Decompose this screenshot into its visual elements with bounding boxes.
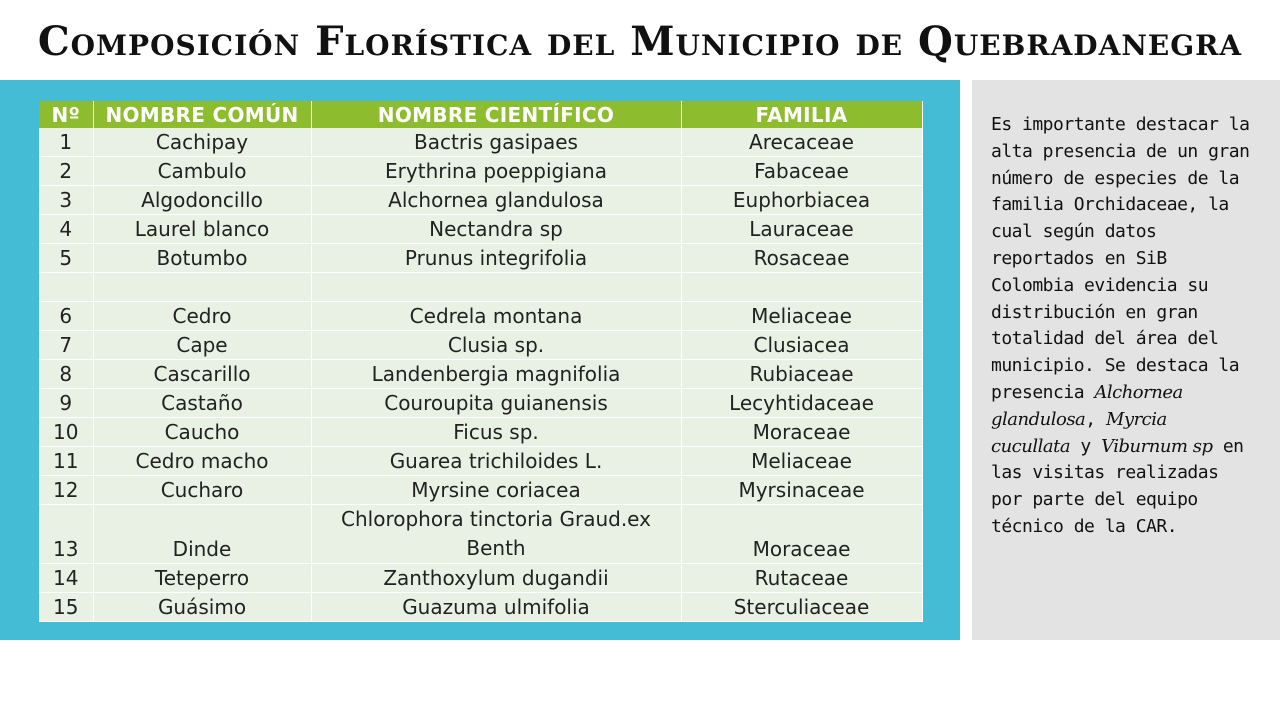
- table-row: [39, 360, 922, 389]
- cell-common-name: Algodoncillo: [93, 186, 311, 215]
- table-row: [39, 128, 922, 157]
- cell-scientific-name: Zanthoxylum dugandii: [311, 564, 681, 593]
- cell-number: 7: [39, 331, 93, 360]
- species-myrcia: Myrcia cucullata: [991, 408, 1167, 457]
- cell-family: Rubiaceae: [681, 360, 922, 389]
- cell-number: 8: [39, 360, 93, 389]
- cell-scientific-name: Nectandra sp: [311, 215, 681, 244]
- table-row: [39, 157, 922, 186]
- page-title: Composición Florística del Municipio de Quebradanegra: [37, 18, 1243, 65]
- cell-number: 5: [39, 244, 93, 273]
- cell-scientific-name: Alchornea glandulosa: [311, 186, 681, 215]
- note-separator: ,: [1085, 408, 1106, 430]
- cell-number: 2: [39, 157, 93, 186]
- cell-family: Sterculiaceae: [681, 593, 922, 622]
- cell-common-name: Castaño: [93, 389, 311, 418]
- table-row: [39, 244, 922, 273]
- table-row: [39, 302, 922, 331]
- cell-number: 3: [39, 186, 93, 215]
- table-row: [39, 476, 922, 505]
- cell-common-name: Cachipay: [93, 128, 311, 157]
- cell-family: Myrsinaceae: [681, 476, 922, 505]
- cell-common-name: Cedro macho: [93, 447, 311, 476]
- cell-family: Euphorbiacea: [681, 186, 922, 215]
- cell-common-name: Botumbo: [93, 244, 311, 273]
- table-row: [39, 564, 922, 593]
- cell-scientific-name: Cedrela montana: [311, 302, 681, 331]
- cell-number: 1: [39, 128, 93, 157]
- cell-common-name: Caucho: [93, 418, 311, 447]
- cell-scientific-name: Ficus sp.: [311, 418, 681, 447]
- cell-common-name: Laurel blanco: [93, 215, 311, 244]
- cell-scientific-name: Clusia sp.: [311, 331, 681, 360]
- cell-family: Meliaceae: [681, 447, 922, 476]
- species-alchornea: Alchornea glandulosa: [991, 381, 1183, 430]
- cell-family: Arecaceae: [681, 128, 922, 157]
- cell-common-name: Cascarillo: [93, 360, 311, 389]
- cell-number: 10: [39, 418, 93, 447]
- cell-family: Clusiacea: [681, 331, 922, 360]
- cell-common-name: [93, 273, 311, 302]
- note-text-outro: en las visitas realizadas por parte del equipo técnico de la CAR.: [991, 435, 1244, 537]
- table-row: [39, 447, 922, 476]
- note-text: [991, 112, 1251, 541]
- cell-scientific-name: Myrsine coriacea: [311, 476, 681, 505]
- cell-common-name: Cape: [93, 331, 311, 360]
- table-row: [39, 418, 922, 447]
- flora-table: [39, 101, 923, 622]
- species-viburnum: Viburnum sp: [1101, 435, 1213, 457]
- cell-number: [39, 273, 93, 302]
- cell-common-name: Teteperro: [93, 564, 311, 593]
- cell-scientific-name: Landenbergia magnifolia: [311, 360, 681, 389]
- cell-family: Rosaceae: [681, 244, 922, 273]
- cell-common-name: Cucharo: [93, 476, 311, 505]
- cell-family: Moraceae: [681, 418, 922, 447]
- cell-common-name: Dinde: [93, 505, 311, 564]
- table-row: [39, 389, 922, 418]
- cell-common-name: Guásimo: [93, 593, 311, 622]
- cell-family: Lecyhtidaceae: [681, 389, 922, 418]
- cell-number: 6: [39, 302, 93, 331]
- cell-scientific-name: [311, 273, 681, 302]
- cell-number: 4: [39, 215, 93, 244]
- cell-scientific-name: Couroupita guianensis: [311, 389, 681, 418]
- cell-number: 9: [39, 389, 93, 418]
- cell-family: [681, 273, 922, 302]
- header-scientific-name: NOMBRE CIENTÍFICO: [311, 101, 681, 128]
- cell-number: 14: [39, 564, 93, 593]
- table-row: [39, 593, 922, 622]
- cell-family: Fabaceae: [681, 157, 922, 186]
- header-common-name: NOMBRE COMÚN: [93, 101, 311, 128]
- cell-number: 13: [39, 505, 93, 564]
- cell-scientific-name: Guazuma ulmifolia: [311, 593, 681, 622]
- table-row: [39, 186, 922, 215]
- header-number: Nº: [39, 101, 93, 128]
- header-family: FAMILIA: [681, 101, 922, 128]
- cell-scientific-name: Prunus integrifolia: [311, 244, 681, 273]
- table-row-empty: [39, 273, 922, 302]
- note-separator: y: [1070, 435, 1102, 457]
- cell-number: 11: [39, 447, 93, 476]
- cell-scientific-name: Bactris gasipaes: [311, 128, 681, 157]
- cell-scientific-name: Chlorophora tinctoria Graud.ex Benth: [311, 505, 681, 564]
- cell-family: Lauraceae: [681, 215, 922, 244]
- table-row: [39, 215, 922, 244]
- cell-family: Moraceae: [681, 505, 922, 564]
- cell-number: 12: [39, 476, 93, 505]
- cell-scientific-name: Erythrina poeppigiana: [311, 157, 681, 186]
- table-row: [39, 331, 922, 360]
- cell-scientific-name: Guarea trichiloides L.: [311, 447, 681, 476]
- cell-family: Rutaceae: [681, 564, 922, 593]
- cell-common-name: Cambulo: [93, 157, 311, 186]
- cell-common-name: Cedro: [93, 302, 311, 331]
- cell-family: Meliaceae: [681, 302, 922, 331]
- table-row: [39, 505, 922, 564]
- note-text-intro: Es importante destacar la alta presencia de un gran número de especies de la familia Orchidaceae, la cual según datos reportados en SiB Colombia evidencia su distribución en gran totalidad del área del municipio. Se destaca la presencia: [991, 114, 1250, 403]
- cell-number: 15: [39, 593, 93, 622]
- table-header-row: [39, 101, 922, 128]
